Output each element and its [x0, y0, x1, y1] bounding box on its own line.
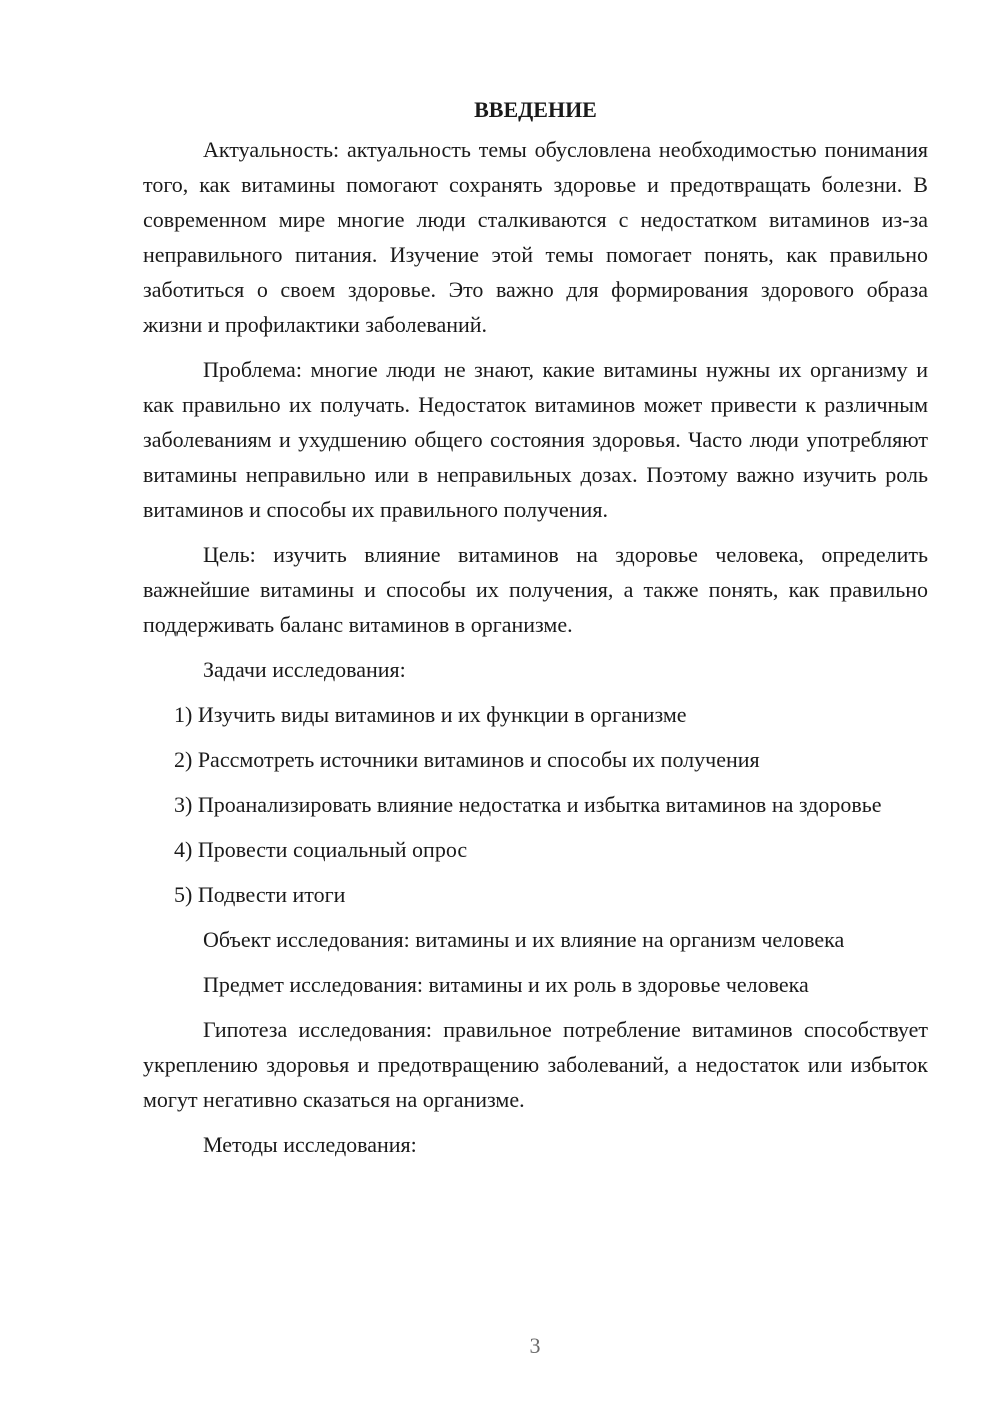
task-item: 5) Подвести итоги — [174, 882, 346, 907]
methods-label: Методы исследования: — [203, 1132, 417, 1157]
task-item: 1) Изучить виды витаминов и их функции в организме — [174, 702, 687, 727]
tasks-label: Задачи исследования: — [203, 657, 406, 682]
relevance-paragraph: Актуальность: актуальность темы обусловлена необходимостью понимания того, как витамины помогают сохранять здоровье и предотвращать болезни. В современном мире многие люди сталкиваются с недостатком витаминов из-за неправильного питания. Изучение этой темы помогает понять, как правильно заботиться о своем здоровье. Это важно для формирования здорового образа жизни и профилактики заболеваний. — [143, 137, 928, 337]
task-item: 2) Рассмотреть источники витаминов и способы их получения — [174, 747, 760, 772]
goal-paragraph: Цель: изучить влияние витаминов на здоровье человека, определить важнейшие витамины и способы их получения, а также понять, как правильно поддерживать баланс витаминов в организме. — [143, 542, 928, 637]
page-number: 3 — [529, 1333, 541, 1358]
subject-paragraph: Предмет исследования: витамины и их роль в здоровье человека — [203, 972, 809, 997]
problem-paragraph: Проблема: многие люди не знают, какие витамины нужны их организму и как правильно их получать. Недостаток витаминов может привести к различным заболеваниям и ухудшению общего состояния здоровья. Часто люди употребляют витамины неправильно или в неправильных дозах. Поэтому важно изучить роль витаминов и способы их правильного получения. — [143, 357, 928, 522]
task-item: 4) Провести социальный опрос — [174, 837, 468, 862]
section-heading: ВВЕДЕНИЕ — [474, 97, 597, 122]
object-paragraph: Объект исследования: витамины и их влияние на организм человека — [203, 927, 845, 952]
task-item: 3) Проанализировать влияние недостатка и избытка витаминов на здоровье — [174, 792, 882, 817]
document-page — [143, 92, 928, 1172]
hypothesis-paragraph: Гипотеза исследования: правильное потребление витаминов способствует укреплению здоровья и предотвращению заболеваний, а недостаток или избыток могут негативно сказаться на организме. — [143, 1017, 928, 1112]
